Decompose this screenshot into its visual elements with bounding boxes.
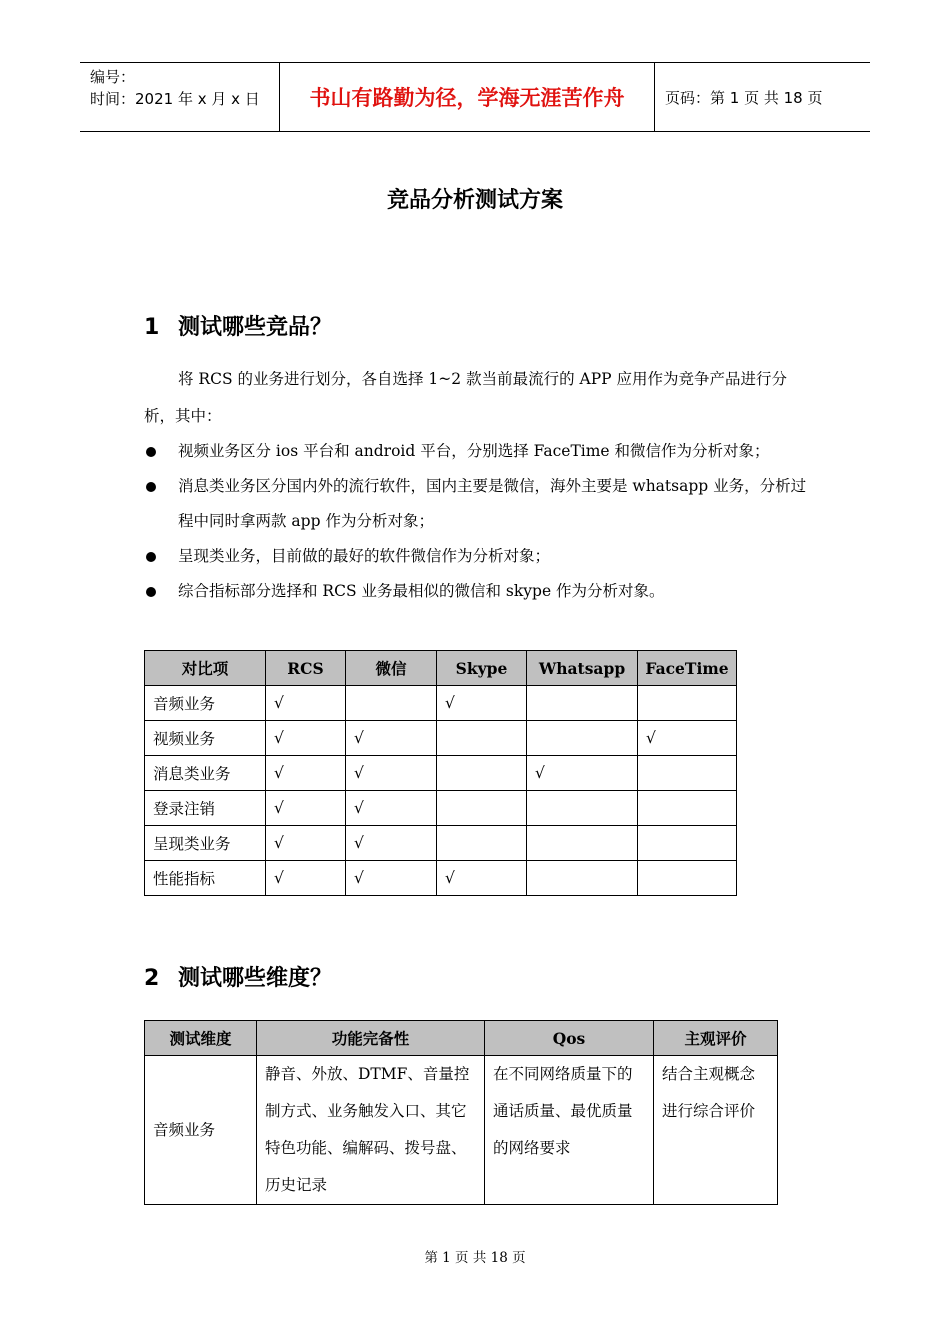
table-cell: 消息类业务 xyxy=(145,756,266,791)
table-cell: √ xyxy=(266,756,346,791)
document-title: 竞品分析测试方案 xyxy=(386,188,563,213)
bullet-dot-icon xyxy=(146,482,156,492)
bullet-dot-icon xyxy=(146,587,156,597)
page-footer: 第 1 页 共 18 页 xyxy=(424,1250,526,1266)
table-cell: 静音、外放、DTMF、音量控制方式、业务触发入口、其它特色功能、编解码、拨号盘、历史记录 xyxy=(257,1056,485,1205)
column-header: 微信 xyxy=(346,651,437,686)
table-cell: √ xyxy=(346,756,437,791)
section-2-number: 2 xyxy=(144,966,160,991)
column-header: Qos xyxy=(485,1021,654,1056)
table-row xyxy=(145,686,737,721)
list-item: 视频业务区分 ios 平台和 android 平台，分别选择 FaceTime 和微信作为分析对象； xyxy=(144,434,809,469)
list-item: 呈现类业务，目前做的最好的软件微信作为分析对象； xyxy=(144,539,809,574)
intro-line-1: 将 RCS 的业务进行划分，各自选择 1~2 款当前最流行的 APP 应用作为竞争产品进行分 xyxy=(178,370,787,388)
section-2-heading xyxy=(144,961,332,992)
table-cell: √ xyxy=(437,686,527,721)
table-row xyxy=(145,756,737,791)
table-cell: 在不同网络质量下的通话质量、最优质量的网络要求 xyxy=(485,1056,654,1205)
table-cell xyxy=(527,721,638,756)
section-1-intro xyxy=(144,361,809,435)
table-cell xyxy=(527,791,638,826)
column-header: 测试维度 xyxy=(145,1021,257,1056)
bullet-dot-icon xyxy=(146,552,156,562)
table-cell xyxy=(638,826,737,861)
header-meta xyxy=(80,63,280,131)
column-header: Whatsapp xyxy=(527,651,638,686)
column-header: 主观评价 xyxy=(654,1021,778,1056)
table-cell: √ xyxy=(346,826,437,861)
header-number: 编号： xyxy=(90,68,136,86)
table-header-row xyxy=(145,1021,778,1056)
table-cell xyxy=(527,686,638,721)
table-cell xyxy=(638,791,737,826)
intro-line-2: 析，其中： xyxy=(144,407,222,425)
competitor-comparison-table xyxy=(144,650,737,896)
column-header: FaceTime xyxy=(638,651,737,686)
table-row xyxy=(145,721,737,756)
table-cell xyxy=(437,756,527,791)
table-cell: √ xyxy=(346,721,437,756)
table-cell: 呈现类业务 xyxy=(145,826,266,861)
table-cell: √ xyxy=(437,861,527,896)
table-row xyxy=(145,1056,778,1205)
section-1-bullet-list xyxy=(144,434,809,609)
section-1-title: 测试哪些竞品？ xyxy=(178,315,333,340)
table-cell xyxy=(638,861,737,896)
table-cell: √ xyxy=(266,861,346,896)
section-1-number: 1 xyxy=(144,315,160,340)
table-row xyxy=(145,791,737,826)
column-header: 对比项 xyxy=(145,651,266,686)
table-cell xyxy=(527,826,638,861)
section-2-title: 测试哪些维度？ xyxy=(178,966,333,991)
table-cell: 视频业务 xyxy=(145,721,266,756)
bullet-dot-icon xyxy=(146,447,156,457)
table-header-row xyxy=(145,651,737,686)
table-cell: √ xyxy=(638,721,737,756)
column-header: RCS xyxy=(266,651,346,686)
table-cell xyxy=(437,791,527,826)
table-cell xyxy=(437,826,527,861)
table-cell: √ xyxy=(266,791,346,826)
header-motto: 书山有路勤为径，学海无涯苦作舟 xyxy=(280,63,655,131)
test-dimension-table xyxy=(144,1020,778,1205)
table-cell xyxy=(346,686,437,721)
list-item: 消息类业务区分国内外的流行软件，国内主要是微信，海外主要是 whatsapp 业务，分析过程中同时拿两款 app 作为分析对象； xyxy=(144,469,809,539)
table-cell xyxy=(638,686,737,721)
table-cell: 结合主观概念进行综合评价 xyxy=(654,1056,778,1205)
table-cell: √ xyxy=(266,686,346,721)
table-cell xyxy=(527,861,638,896)
table-cell: √ xyxy=(346,791,437,826)
table-cell: √ xyxy=(527,756,638,791)
table-cell: 音频业务 xyxy=(145,686,266,721)
header-time: 时间：2021 年 x 月 x 日 xyxy=(90,90,260,108)
table-cell: 音频业务 xyxy=(145,1056,257,1205)
table-cell: √ xyxy=(266,826,346,861)
page-header xyxy=(80,62,870,132)
table-row xyxy=(145,826,737,861)
column-header: Skype xyxy=(437,651,527,686)
table-cell: 性能指标 xyxy=(145,861,266,896)
section-1-heading xyxy=(144,310,332,341)
list-item: 综合指标部分选择和 RCS 业务最相似的微信和 skype 作为分析对象。 xyxy=(144,574,809,609)
table-row xyxy=(145,861,737,896)
table-cell: √ xyxy=(346,861,437,896)
column-header: 功能完备性 xyxy=(257,1021,485,1056)
table-cell: √ xyxy=(266,721,346,756)
table-cell: 登录注销 xyxy=(145,791,266,826)
header-page-info: 页码：第 1 页 共 18 页 xyxy=(665,88,823,107)
table-cell xyxy=(638,756,737,791)
table-cell xyxy=(437,721,527,756)
